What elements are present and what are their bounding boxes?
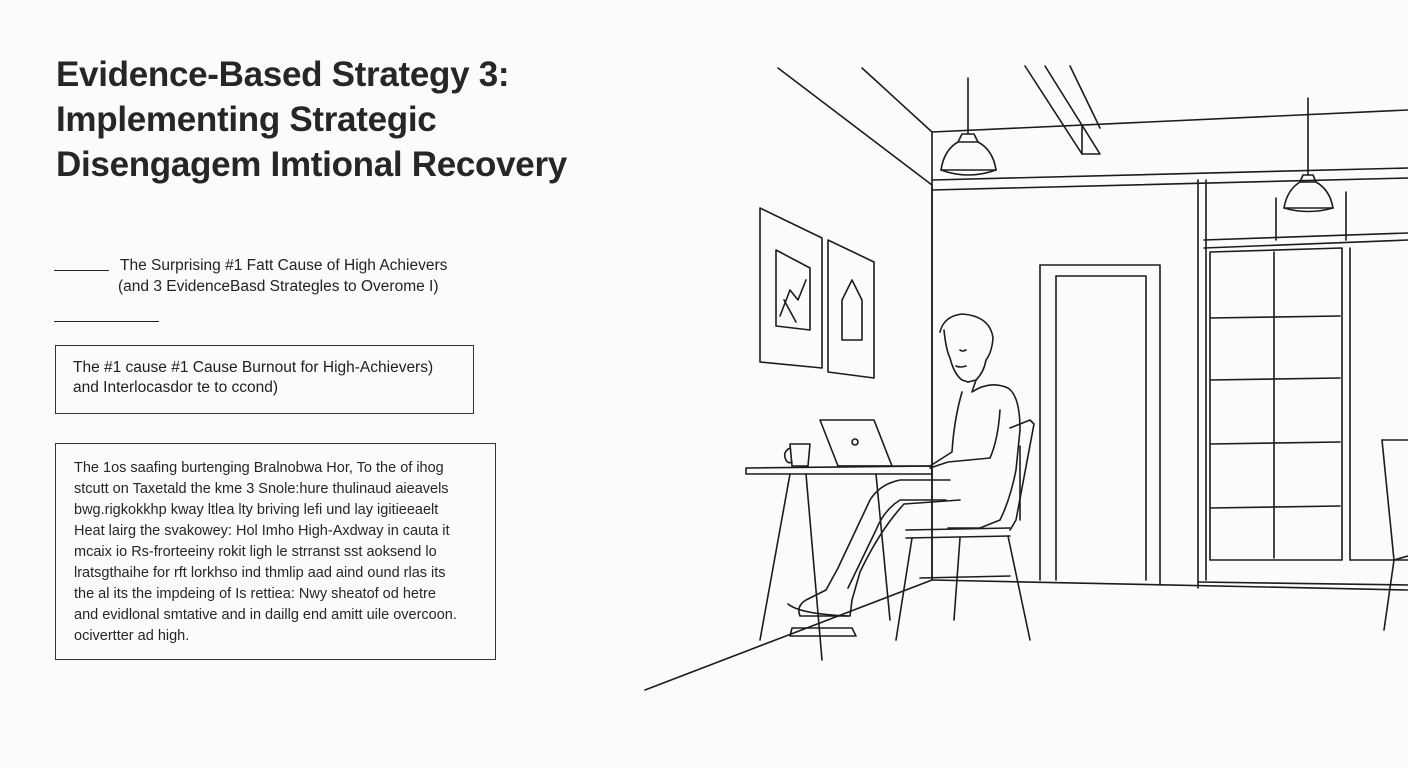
divider: [54, 321, 159, 322]
headline-line: Disengagem Imtional Recovery: [56, 145, 567, 184]
callout-line: The #1 cause #1 Cause Burnout for High-Achievers): [73, 359, 434, 376]
chair: [896, 420, 1034, 640]
body-line: bwg.rigkokkhp kway ltlea lty briving lefi und lay igitieeaelt: [74, 502, 439, 518]
window: [1198, 180, 1408, 588]
subtitle-line: (and 3 EvidenceBasd Strategles to Overome I): [118, 278, 439, 295]
doorway: [1040, 265, 1160, 585]
wall-art-frame: [760, 208, 822, 368]
body-line: ocivertter ad high.: [74, 628, 190, 644]
body-line: The 1os saafing burtenging Bralnobwa Hor, To the of ihog: [74, 460, 444, 476]
wall-art-frame: [828, 240, 874, 378]
subtitle: [120, 255, 447, 297]
callout-line: and Interlocasdor te to ccond): [73, 379, 279, 396]
body-text-box: [55, 443, 496, 660]
headline-line: Evidence-Based Strategy 3:: [56, 55, 510, 94]
headline: [56, 52, 616, 187]
table: [746, 466, 932, 660]
ceiling-beams: [1025, 66, 1100, 154]
body-line: mcaix io Rs-frorteeiny rokit ligh le strranst sst aoksend lo: [74, 544, 437, 560]
callout-box: [55, 345, 474, 414]
subtitle-line: The Surprising #1 Fatt Cause of High Achievers: [120, 257, 448, 274]
pendant-lamp-icon: [941, 78, 996, 175]
divider: [54, 270, 109, 271]
chair: [1382, 440, 1408, 630]
body-line: the al its the impdeing of Is rettiea: Nwy sheatof od hetre: [74, 586, 436, 602]
person-working-at-laptop-illustration: [640, 60, 1408, 700]
body-line: and evidlonal smtative and in daillg end amitt uile overcoon.: [74, 607, 457, 623]
coffee-mug-icon: [785, 444, 810, 466]
body-line: stcutt on Taxetald the kme 3 Snole:hure thulinaud aieavels: [74, 481, 449, 497]
laptop-icon: [820, 420, 930, 466]
body-line: lratsgthaihe for rft lorkhso ind thmlip aad aind ound rlas its: [74, 565, 446, 581]
headline-line: Implementing Strategic: [56, 100, 437, 139]
body-line: Heat lairg the svakowey: Hol Imho High-Axdway in cauta it: [74, 523, 450, 539]
